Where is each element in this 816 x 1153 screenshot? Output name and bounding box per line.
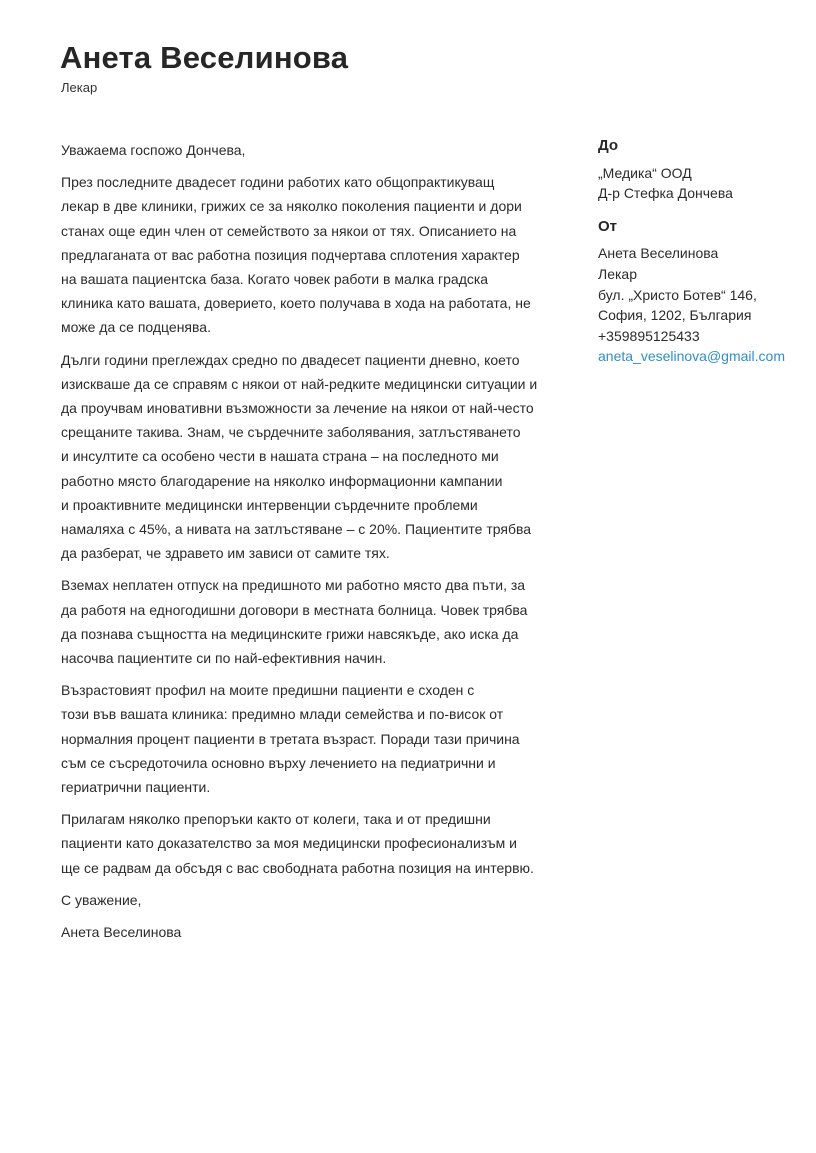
sender-address-line1: бул. „Христо Ботев“ 146, bbox=[598, 286, 757, 303]
paragraph-line: Вземах неплатен отпуск на предишното ми работно място два пъти, за bbox=[61, 577, 526, 594]
recipient-block bbox=[598, 136, 808, 204]
paragraph-line: предлаганата от вас работна позиция подчертава сплотения характер bbox=[61, 246, 520, 263]
paragraph-line: Възрастовият профил на моите предишни пациенти е сходен с bbox=[61, 682, 475, 699]
sender-phone: +359895125433 bbox=[598, 327, 700, 344]
paragraph-line: и инсултите са особено чести в нашата страна – на последното ми bbox=[61, 448, 499, 465]
paragraph-line: срещаните такива. Знам, че сърдечните заболявания, затлъстяването bbox=[61, 424, 521, 441]
letter-closing: С уважение, bbox=[61, 891, 142, 908]
paragraph-line: пациенти като доказателство за моя медицински професионализъм и bbox=[61, 835, 517, 852]
paragraph-line: изискваше да се справям с някои от най-редките медицински ситуации и bbox=[61, 375, 538, 392]
paragraph-line: Прилагам няколко препоръки както от колеги, така и от предишни bbox=[61, 811, 491, 828]
paragraph-line: на вашата пациентска база. Когато човек работи в малка градска bbox=[61, 271, 489, 288]
paragraph-line: станах още един член от семейството за някои от тях. Описанието на bbox=[61, 222, 517, 239]
letter-paragraph bbox=[61, 573, 536, 670]
paragraph-line: да познава същността на медицинските грижи навсякъде, ако иска да bbox=[61, 625, 519, 642]
letter-signature: Анета Веселинова bbox=[61, 924, 182, 941]
recipient-person: Д-р Стефка Дончева bbox=[598, 185, 733, 202]
paragraph-line: нормалния процент пациенти в третата възраст. Поради тази причина bbox=[61, 730, 520, 747]
paragraph-line: лекар в две клиники, грижих се за няколко поколения пациенти и дори bbox=[61, 198, 522, 215]
paragraph-line: да работя на едногодишни договори в местната болница. Човек трябва bbox=[61, 601, 528, 618]
letter-greeting: Уважаема госпожо Дончева, bbox=[61, 142, 246, 158]
paragraph-line: съм се съсредоточила основно върху лечението на педиатрични и bbox=[61, 754, 496, 771]
sender-heading: От bbox=[598, 217, 618, 235]
paragraph-line: гериатрични пациенти. bbox=[61, 779, 211, 796]
paragraph-line: намаляха с 45%, а нивата на затлъстяване – с 20%. Пациентите трябва bbox=[61, 521, 532, 538]
paragraph-line: да проучвам иновативни възможности за лечение на някои от най-често bbox=[61, 400, 534, 417]
applicant-name: Анета Веселинова bbox=[60, 40, 349, 75]
applicant-role: Лекар bbox=[61, 80, 98, 95]
paragraph-line: клиника като вашата, доверието, което получава в хода на работата, не bbox=[61, 295, 531, 312]
letter-paragraph bbox=[61, 170, 536, 339]
letter-paragraph bbox=[61, 678, 536, 799]
paragraph-line: да разберат, че здравето им зависи от самите тях. bbox=[61, 545, 390, 562]
contact-sidebar bbox=[598, 136, 808, 380]
recipient-company: „Медика“ ООД bbox=[598, 164, 692, 181]
sender-email-link[interactable]: aneta_veselinova@gmail.com bbox=[598, 348, 785, 365]
paragraph-line: Дълги години преглеждах средно по двадесет пациенти дневно, което bbox=[61, 351, 520, 368]
paragraph-line: ще се радвам да обсъдя с вас свободната работна позиция на интервю. bbox=[61, 859, 534, 876]
sender-name: Анета Веселинова bbox=[598, 245, 719, 262]
letter-paragraph bbox=[61, 348, 536, 566]
paragraph-line: насочва пациентите си по най-ефективния начин. bbox=[61, 650, 387, 667]
letter-body bbox=[61, 138, 536, 952]
paragraph-line: работно място благодарение на няколко информационни кампании bbox=[61, 472, 503, 489]
paragraph-line: и проактивните медицински интервенции сърдечните проблеми bbox=[61, 496, 478, 513]
sender-role: Лекар bbox=[598, 265, 637, 282]
paragraph-line: може да се подценява. bbox=[61, 319, 211, 336]
sender-block bbox=[598, 217, 808, 367]
paragraph-line: този във вашата клиника: предимно млади семейства и по-висок от bbox=[61, 706, 504, 723]
letter-paragraph bbox=[61, 807, 536, 880]
sender-address-line2: София, 1202, България bbox=[598, 307, 752, 324]
recipient-heading: До bbox=[598, 137, 619, 154]
paragraph-line: През последните двадесет години работих като общопрактикуващ bbox=[61, 174, 495, 191]
